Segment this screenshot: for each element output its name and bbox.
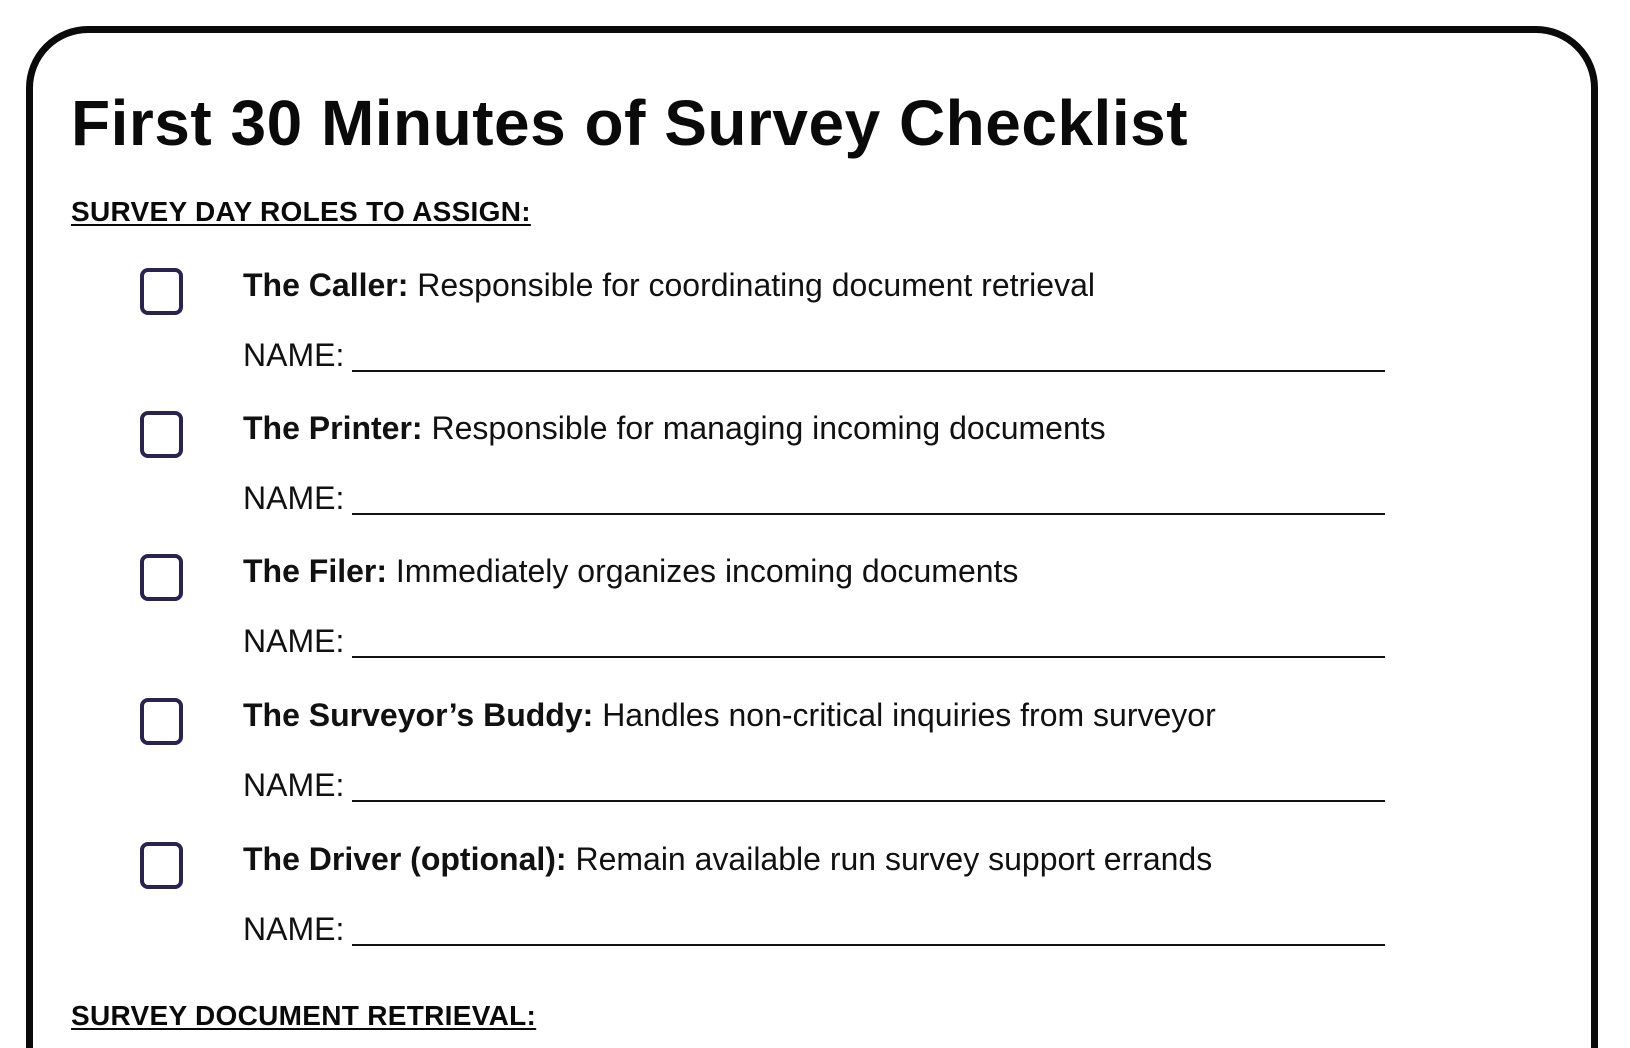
role-item-printer xyxy=(0,405,1630,545)
role-text xyxy=(243,548,1018,594)
name-field[interactable] xyxy=(352,618,1385,658)
role-description: Immediately organizes incoming documents xyxy=(387,553,1019,589)
role-text xyxy=(243,405,1106,451)
name-field[interactable] xyxy=(352,475,1385,515)
name-label: NAME: xyxy=(243,480,345,516)
role-title: The Filer: xyxy=(243,553,388,589)
name-field[interactable] xyxy=(352,906,1385,946)
name-label: NAME: xyxy=(243,337,345,373)
role-item-caller xyxy=(0,262,1630,402)
name-label: NAME: xyxy=(243,623,345,659)
name-row xyxy=(243,906,1385,952)
name-row xyxy=(243,332,1385,378)
role-title: The Printer: xyxy=(243,410,423,446)
section-heading-retrieval: SURVEY DOCUMENT RETRIEVAL: xyxy=(71,1000,537,1031)
name-row xyxy=(243,618,1385,664)
role-checkbox[interactable] xyxy=(140,554,183,601)
role-title: The Surveyor’s Buddy: xyxy=(243,697,594,733)
role-checkbox[interactable] xyxy=(140,842,183,889)
role-item-driver xyxy=(0,836,1630,976)
role-item-surveyors-buddy xyxy=(0,692,1630,832)
name-row xyxy=(243,475,1385,521)
name-field[interactable] xyxy=(352,332,1385,372)
role-title: The Caller: xyxy=(243,267,409,303)
role-description: Responsible for managing incoming documents xyxy=(422,410,1106,446)
name-label: NAME: xyxy=(243,767,345,803)
role-checkbox[interactable] xyxy=(140,268,183,315)
role-description: Responsible for coordinating document retrieval xyxy=(408,267,1095,303)
name-field[interactable] xyxy=(352,762,1385,802)
role-text xyxy=(243,262,1095,308)
role-text xyxy=(243,836,1212,882)
role-text xyxy=(243,692,1216,738)
role-item-filer xyxy=(0,548,1630,688)
role-description: Remain available run survey support errands xyxy=(566,841,1213,877)
role-checkbox[interactable] xyxy=(140,698,183,745)
role-description: Handles non-critical inquiries from surveyor xyxy=(593,697,1216,733)
role-checkbox[interactable] xyxy=(140,411,183,458)
section-heading-roles: SURVEY DAY ROLES TO ASSIGN: xyxy=(71,196,531,227)
name-label: NAME: xyxy=(243,911,345,947)
name-row xyxy=(243,762,1385,808)
role-title: The Driver (optional): xyxy=(243,841,567,877)
page-title: First 30 Minutes of Survey Checklist xyxy=(71,87,1188,159)
